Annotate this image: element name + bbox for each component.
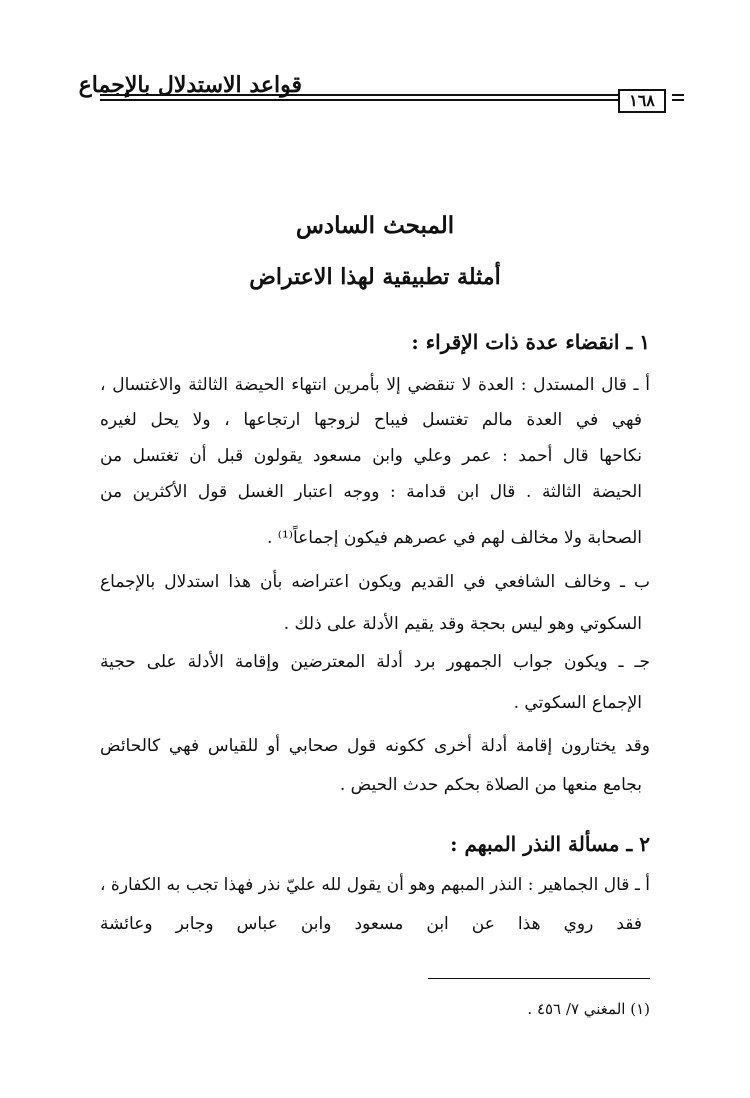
header-rule-right-segment (672, 94, 684, 101)
footnote: (١) المغني ٧/ ٤٥٦ . (527, 1000, 650, 1018)
body-line: أ ـ قال الجماهير : النذر المبهم وهو أن يقول لله عليّ نذر فهذا تجب به الكفارة ، (100, 875, 650, 895)
header-rule (100, 94, 662, 101)
body-line: الحيضة الثالثة . قال ابن قدامة : ووجه اعتبار الغسل قول الأكثرين من (100, 482, 642, 502)
body-line: السكوتي وهو ليس بحجة وقد يقيم الأدلة على ذلك . (283, 614, 642, 634)
body-line: بجامع منعها من الصلاة بحكم حدث الحيض . (339, 775, 642, 795)
running-header-title: قواعد الاستدلال بالإجماع (78, 72, 302, 98)
body-line: الصحابة ولا مخالف لهم في عصرهم فيكون إجماعاً⁽¹⁾ . (266, 528, 642, 548)
body-line: فقد روي هذا عن ابن مسعود وابن عباس وجابر وعائشة (100, 914, 642, 934)
body-line: جـ ـ ويكون جواب الجمهور برد أدلة المعترضين وإقامة الأدلة على حجية (100, 652, 650, 672)
section-title: المبحث السادس (295, 212, 455, 239)
footnote-rule (428, 978, 650, 979)
body-line: نكاحها قال أحمد : عمر وعلي وابن مسعود يقولون قبل أن تغتسل من (100, 446, 642, 466)
body-line: ب ـ وخالف الشافعي في القديم ويكون اعتراضه بأن هذا استدلال بالإجماع (100, 572, 650, 592)
page-number: ١٦٨ (618, 89, 666, 113)
item2-heading: ٢ ـ مسألة النذر المبهم : (450, 832, 650, 856)
body-line: فهي في العدة مالم تغتسل فيباح لزوجها ارتجاعها ، ولا يحل لغيره (100, 410, 642, 430)
section-subtitle: أمثلة تطبيقية لهذا الاعتراض (249, 264, 501, 290)
body-line: أ ـ قال المستدل : العدة لا تنقضي إلا بأمرين انتهاء الحيضة الثالثة والاغتسال ، (100, 375, 650, 395)
body-line: الإجماع السكوتي . (513, 693, 642, 713)
body-line: وقد يختارون إقامة أدلة أخرى ككونه قول صحابي أو للقياس فهي كالحائض (100, 736, 650, 756)
item1-heading: ١ ـ انقضاء عدة ذات الإقراء : (411, 330, 650, 354)
